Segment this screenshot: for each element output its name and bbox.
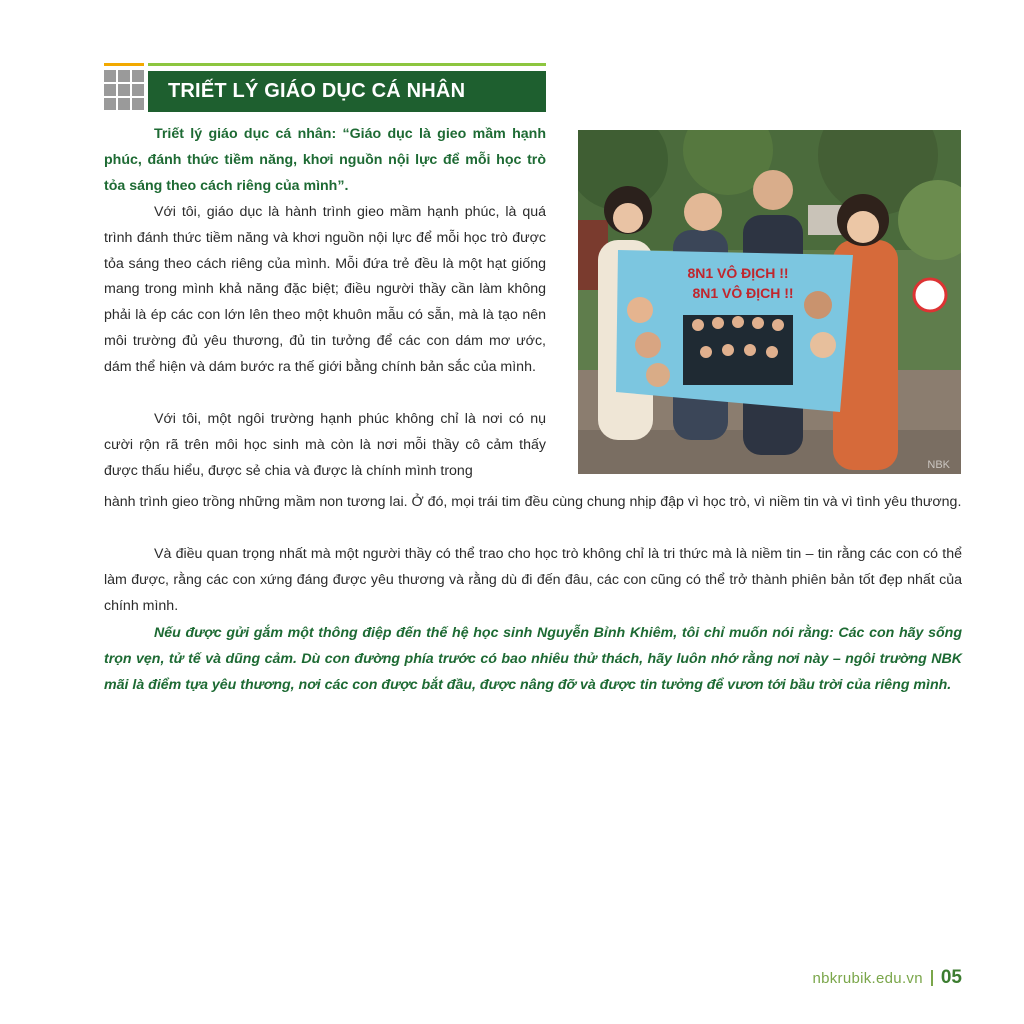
paragraph-2-start: Với tôi, một ngôi trường hạnh phúc không chỉ là nơi có nụ cười rộn rã trên môi học sinh mà còn là nơi mỗi thầy cô cảm thấy được thấu hiểu, được sẻ chia và được là chính mình trong — [104, 411, 546, 479]
paragraph-2-end: hành trình gieo trồng những mầm non tương lai. Ở đó, mọi trái tim đều cùng chung nhịp đập vì học trò, vì niềm tin và vì tình yêu thương. — [104, 494, 962, 510]
page-footer — [812, 966, 962, 990]
header-grid-icon — [104, 63, 144, 117]
section-title: TRIẾT LÝ GIÁO DỤC CÁ NHÂN — [168, 80, 466, 102]
paragraph-1: Với tôi, giáo dục là hành trình gieo mầm hạnh phúc, là quá trình đánh thức tiềm năng và khơi nguồn nội lực để mỗi học trò được tỏa sáng theo cách riêng của mình. Mỗi đứa trẻ đều là một hạt giống mang trong mình khả năng đặc biệt; điều người thầy cần làm không phải là ép các con lớn lên theo một khuôn mẫu có sẵn, mà là tạo nên môi trường đủ yêu thương, đủ tin tưởng để các con dám mơ ước, dám thể hiện và dám bước ra thế giới bằng chính bản sắc của mình. — [104, 204, 546, 375]
section-header-bar — [148, 71, 546, 112]
section-header — [148, 63, 546, 112]
photo-watermark: NBK — [927, 459, 950, 471]
closing-message: Nếu được gửi gắm một thông điệp đến thế hệ học sinh Nguyễn Bỉnh Khiêm, tôi chỉ muốn nói rằng: Các con hãy sống trọn vẹn, tử tế và dũng cảm. Dù con đường phía trước có bao nhiêu thử thách, hãy luôn nhớ rằng nơi này – ngôi trường NBK mãi là điểm tựa yêu thương, nơi các con được bắt đầu, được nâng đỡ và được tin tưởng để vươn tới bầu trời của riêng mình. — [104, 625, 962, 693]
paragraph-3: Và điều quan trọng nhất mà một người thầy có thể trao cho học trò không chỉ là tri thức mà là niềm tin – tin rằng các con có thể làm được, rằng các con xứng đáng được yêu thương và rằng dù đi đến đâu, các con cũng có thể trở thành phiên bản tốt đẹp nhất của chính mình. — [104, 546, 962, 614]
footer-divider — [931, 970, 933, 986]
footer-website: nbkrubik.edu.vn — [812, 969, 923, 987]
banner-text-1: 8N1 VÔ ĐỊCH !! — [687, 265, 789, 281]
page-number: 05 — [940, 967, 962, 988]
banner-text-2: 8N1 VÔ ĐỊCH !! — [692, 285, 794, 301]
philosophy-statement: Triết lý giáo dục cá nhân: “Giáo dục là gieo mầm hạnh phúc, đánh thức tiềm năng, khơi nguồn nội lực để mỗi học trò tỏa sáng theo cách riêng của mình”. — [104, 126, 546, 194]
class-photo — [578, 130, 961, 474]
